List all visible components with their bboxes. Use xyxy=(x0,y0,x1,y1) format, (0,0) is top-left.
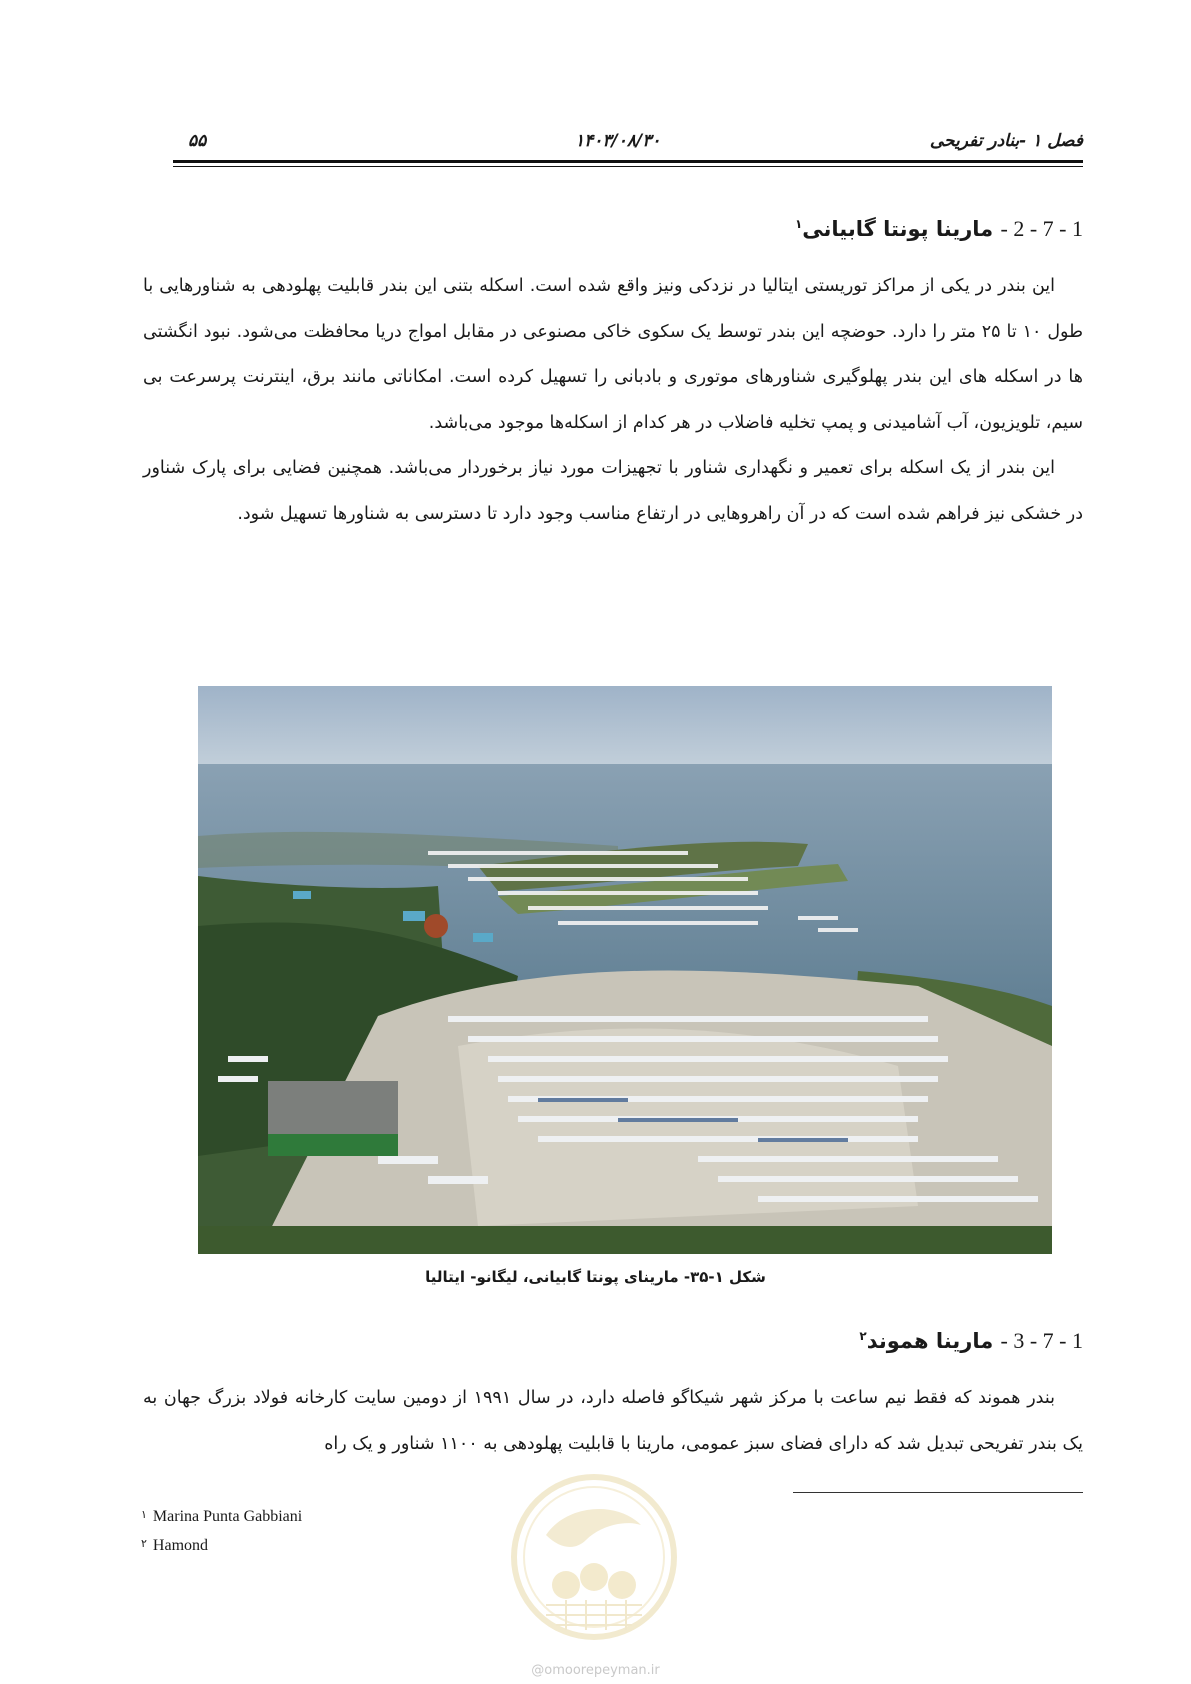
paragraph: این بندر در یکی از مراکز توریستی ایتالیا در نزدکی ونیز واقع شده است. اسکله بتنی این بندر قابلیت پهلودهی به شناورهایی با طول ۱۰ تا ۲۵ متر را دارد. حوضچه این بندر توسط یک سکوی خاکی مصنوعی در مقابل امواج دریا محافظت می‌شود. نبود انگشتی ها در اسکله های این بندر پهلوگیری شناورهای موتوری و بادبانی را تسهیل کرده است. امکاناتی مانند برق، اینترنت پرسرعت بی سیم، تلویزیون، آب آشامیدنی و پمپ تخلیه فاضلاب در هر کدام از اسکله‌ها موجود می‌باشد. xyxy=(143,276,1084,433)
section-number: 1 - 7 - 3 - xyxy=(1000,1328,1083,1353)
footnote-text: Hamond xyxy=(152,1537,209,1554)
watermark-seal xyxy=(506,1465,682,1665)
header-rule-thin xyxy=(173,166,1083,167)
footnote-ref: ۱ xyxy=(794,217,803,231)
running-header-date: ۱۴۰۳/۰۸/۳۰ xyxy=(575,131,661,151)
header-rule-thick xyxy=(173,160,1083,163)
footnote-ref: ۲ xyxy=(859,1329,867,1343)
paragraph: بندر هموند که فقط نیم ساعت با مرکز شهر شیکاگو فاصله دارد، در سال ۱۹۹۱ از دومین سایت کارخانه فولاد بزرگ جهان به یک بندر تفریحی تبدیل شد که دارای فضای سبز عمومی، مارینا با قابلیت پهلودهی به ۱۱۰۰ شناور و یک راه xyxy=(143,1388,1083,1454)
section-heading-hamond xyxy=(859,1328,1083,1354)
watermark-url: @omoorepeyman.ir xyxy=(531,1663,660,1678)
section-title: مارینا هموند xyxy=(866,1329,994,1353)
footnote-1 xyxy=(141,1508,302,1526)
figure-caption: شکل ۱-۳۵- مارینای پونتا گابیانی، لیگانو- ایتالیا xyxy=(425,1268,766,1286)
page-number: ۵۵ xyxy=(188,131,207,151)
section-number: 1 - 7 - 2 - xyxy=(1000,216,1083,241)
section-body xyxy=(143,1376,1083,1467)
section-title: مارینا پونتا گابیانی xyxy=(802,217,994,241)
paragraph: این بندر از یک اسکله برای تعمیر و نگهداری شناور با تجهیزات مورد نیاز برخوردار می‌باشد. همچنین فضایی برای پارک شناور در خشکی نیز فراهم شده است که در آن راهروهایی در ارتفاع مناسب وجود دارد تا دسترسی به شناورها تسهیل شود. xyxy=(143,458,1083,524)
section-body xyxy=(143,264,1083,537)
marina-aerial-photo xyxy=(198,686,1052,1254)
running-header-chapter: فصل ۱ -بنادر تفریحی xyxy=(929,131,1083,151)
footnote-number: ۱ xyxy=(141,1509,147,1521)
footnote-separator xyxy=(793,1492,1083,1493)
footnote-2 xyxy=(141,1537,208,1555)
footnote-text: Marina Punta Gabbiani xyxy=(152,1508,303,1525)
section-heading-punta-gabbiani xyxy=(795,216,1083,242)
footnote-number: ۲ xyxy=(141,1538,147,1550)
